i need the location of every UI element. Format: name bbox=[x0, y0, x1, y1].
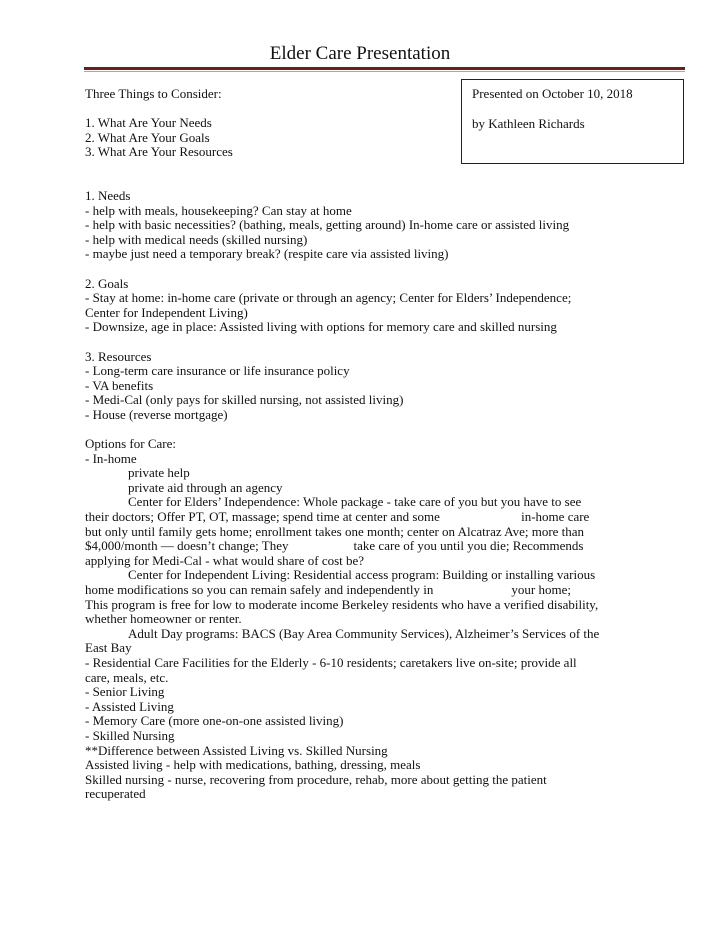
needs-line: - help with meals, housekeeping? Can stay at home bbox=[85, 202, 352, 218]
option-private-aid: private aid through an agency bbox=[128, 479, 283, 495]
needs-line: - maybe just need a temporary break? (respite care via assisted living) bbox=[85, 246, 449, 262]
title-rule-light bbox=[84, 71, 685, 72]
cil-line: whether homeowner or renter. bbox=[85, 611, 242, 627]
option-private-help: private help bbox=[128, 465, 190, 481]
cil-line: Center for Independent Living: Residential access program: Building or installing various bbox=[128, 567, 596, 583]
presenter-name: by Kathleen Richards bbox=[472, 116, 585, 131]
needs-heading: 1. Needs bbox=[85, 187, 131, 203]
skilled-nursing-definition: Skilled nursing - nurse, recovering from procedure, rehab, more about getting the patient bbox=[85, 771, 547, 787]
resources-line: - Medi-Cal (only pays for skilled nursing, not assisted living) bbox=[85, 392, 404, 408]
intro-heading: Three Things to Consider: bbox=[85, 86, 222, 101]
option-assisted-living: - Assisted Living bbox=[85, 698, 174, 714]
option-in-home: - In-home bbox=[85, 450, 137, 466]
rcfe-line: - Residential Care Facilities for the Elderly - 6-10 residents; caretakers live on-site; provide all bbox=[85, 654, 577, 670]
needs-line: - help with basic necessities? (bathing, meals, getting around) In-home care or assisted living bbox=[85, 217, 570, 233]
cei-line: applying for Medi-Cal - what would share of cost be? bbox=[85, 552, 365, 568]
skilled-nursing-definition: recuperated bbox=[85, 786, 146, 802]
rcfe-line: care, meals, etc. bbox=[85, 669, 169, 685]
cei-line: $4,000/month — doesn’t change; They take care of you until you die; Recommends bbox=[85, 538, 584, 554]
resources-line: - Long-term care insurance or life insurance policy bbox=[85, 363, 350, 379]
resources-line: - House (reverse mortgage) bbox=[85, 406, 228, 422]
cei-line: Center for Elders’ Independence: Whole package - take care of you but you have to see bbox=[128, 494, 582, 510]
adult-day-line: Adult Day programs: BACS (Bay Area Community Services), Alzheimer’s Services of the bbox=[128, 625, 600, 641]
intro-item-needs: 1. What Are Your Needs bbox=[85, 115, 212, 131]
cil-line: home modifications so you can remain safely and independently in your home; bbox=[85, 582, 571, 597]
difference-heading: **Difference between Assisted Living vs. Skilled Nursing bbox=[85, 742, 388, 758]
title-rule-dark bbox=[84, 67, 685, 70]
goals-line: - Downsize, age in place: Assisted living with options for memory care and skilled nursing bbox=[85, 319, 557, 335]
needs-line: - help with medical needs (skilled nursing) bbox=[85, 231, 308, 247]
goals-line: Center for Independent Living) bbox=[85, 304, 248, 320]
document-title: Elder Care Presentation bbox=[269, 43, 451, 64]
option-memory-care: - Memory Care (more one-on-one assisted living) bbox=[85, 713, 344, 729]
presented-on-date: Presented on October 10, 2018 bbox=[472, 86, 633, 101]
intro-item-resources: 3. What Are Your Resources bbox=[85, 144, 233, 160]
cei-line: but only until family gets home; enrollment takes one month; center on Alcatraz Ave; more than bbox=[85, 523, 585, 539]
cil-line: This program is free for low to moderate income Berkeley residents who have a verified disability, bbox=[85, 596, 599, 612]
options-heading: Options for Care: bbox=[85, 436, 176, 452]
goals-heading: 2. Goals bbox=[85, 275, 129, 291]
resources-heading: 3. Resources bbox=[85, 348, 152, 364]
option-skilled-nursing: - Skilled Nursing bbox=[85, 727, 175, 743]
document-body bbox=[85, 87, 645, 802]
adult-day-line: East Bay bbox=[85, 640, 132, 656]
cei-line: their doctors; Offer PT, OT, massage; spend time at center and some in-home care bbox=[85, 509, 590, 525]
option-senior-living: - Senior Living bbox=[85, 684, 165, 700]
assisted-living-definition: Assisted living - help with medications, bathing, dressing, meals bbox=[85, 757, 421, 773]
resources-line: - VA benefits bbox=[85, 377, 154, 393]
goals-line: - Stay at home: in-home care (private or through an agency; Center for Elders’ Independence; bbox=[85, 290, 572, 306]
intro-item-goals: 2. What Are Your Goals bbox=[85, 129, 210, 145]
